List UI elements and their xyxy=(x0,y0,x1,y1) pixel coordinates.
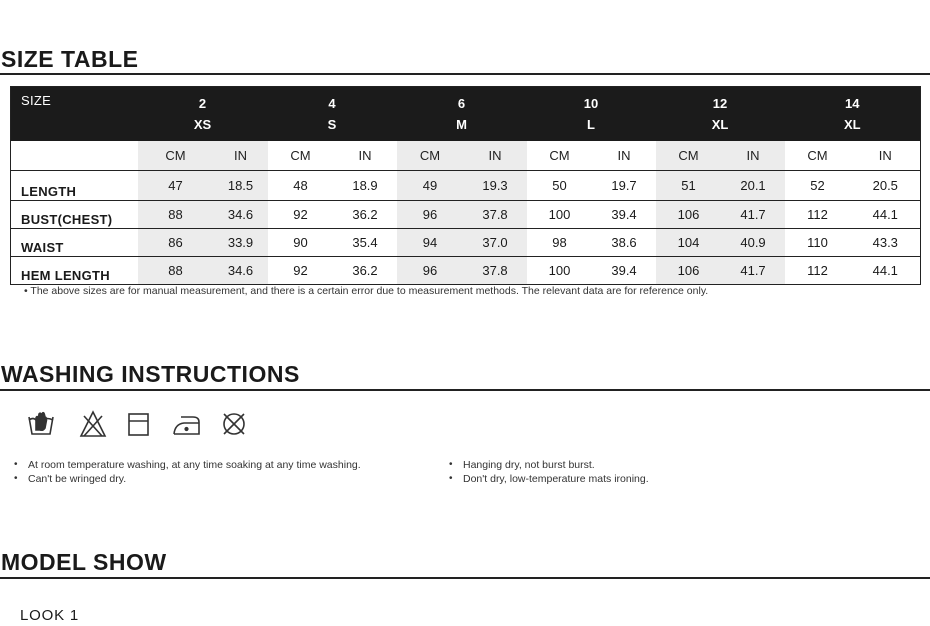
section-divider xyxy=(0,73,930,75)
table-cell: 18.9 xyxy=(334,171,397,201)
table-cell: 100 xyxy=(527,257,593,285)
table-cell: 92 xyxy=(268,257,334,285)
table-cell: 41.7 xyxy=(722,201,785,229)
list-item: • Hanging dry, not burst burst. xyxy=(447,458,649,472)
table-cell: 110 xyxy=(785,229,851,257)
table-cell: 106 xyxy=(656,257,722,285)
table-row xyxy=(11,201,921,229)
size-table-title: SIZE TABLE xyxy=(1,46,139,72)
washing-list-right xyxy=(447,458,649,486)
table-cell: 112 xyxy=(785,257,851,285)
unit-cm: CM xyxy=(785,141,851,171)
table-cell: 19.7 xyxy=(593,171,656,201)
unit-cm: CM xyxy=(527,141,593,171)
row-label: HEM LENGTH xyxy=(11,257,138,285)
unit-cm: CM xyxy=(656,141,722,171)
size-col-header: 14 XL xyxy=(785,87,921,142)
table-cell: 88 xyxy=(138,201,214,229)
size-col-header: 12 XL xyxy=(656,87,785,142)
table-cell: 96 xyxy=(397,257,464,285)
row-label: BUST(CHEST) xyxy=(11,201,138,229)
table-cell: 48 xyxy=(268,171,334,201)
washing-list-left xyxy=(12,458,361,486)
table-cell: 35.4 xyxy=(334,229,397,257)
unit-in: IN xyxy=(593,141,656,171)
table-cell: 51 xyxy=(656,171,722,201)
hang-dry-icon xyxy=(124,408,154,440)
table-row xyxy=(11,257,921,285)
table-cell: 18.5 xyxy=(214,171,268,201)
table-cell: 90 xyxy=(268,229,334,257)
table-cell: 41.7 xyxy=(722,257,785,285)
table-cell: 112 xyxy=(785,201,851,229)
table-cell: 44.1 xyxy=(851,257,921,285)
row-label: WAIST xyxy=(11,229,138,257)
table-cell: 47 xyxy=(138,171,214,201)
table-cell: 100 xyxy=(527,201,593,229)
table-cell: 19.3 xyxy=(464,171,527,201)
unit-in: IN xyxy=(851,141,921,171)
unit-cm: CM xyxy=(397,141,464,171)
table-cell: 39.4 xyxy=(593,257,656,285)
hand-wash-icon xyxy=(26,408,56,440)
table-cell: 37.8 xyxy=(464,201,527,229)
section-divider xyxy=(0,577,930,579)
look-label: LOOK 1 xyxy=(20,607,79,624)
table-cell: 34.6 xyxy=(214,201,268,229)
measurement-note: • The above sizes are for manual measurement, and there is a certain error due to measurement methods. The relevant data are for reference only. xyxy=(24,285,709,297)
low-iron-icon xyxy=(172,408,202,440)
size-col-header: 6 M xyxy=(397,87,527,142)
unit-in: IN xyxy=(464,141,527,171)
table-cell: 39.4 xyxy=(593,201,656,229)
do-not-tumble-dry-icon xyxy=(219,408,249,440)
table-cell: 43.3 xyxy=(851,229,921,257)
model-show-title: MODEL SHOW xyxy=(1,549,167,575)
list-item: • Don't dry, low-temperature mats ironing. xyxy=(447,472,649,486)
section-divider xyxy=(0,389,930,391)
size-col-header: 4 S xyxy=(268,87,397,142)
washing-title: WASHING INSTRUCTIONS xyxy=(1,361,300,387)
table-cell: 34.6 xyxy=(214,257,268,285)
table-cell: 92 xyxy=(268,201,334,229)
list-item: • At room temperature washing, at any time soaking at any time washing. xyxy=(12,458,361,472)
list-item: • Can't be wringed dry. xyxy=(12,472,361,486)
table-cell: 96 xyxy=(397,201,464,229)
size-header-label: SIZE xyxy=(11,87,138,142)
table-cell: 36.2 xyxy=(334,257,397,285)
unit-cm: CM xyxy=(268,141,334,171)
table-cell: 98 xyxy=(527,229,593,257)
size-col-header: 10 L xyxy=(527,87,656,142)
unit-cm: CM xyxy=(138,141,214,171)
table-cell: 50 xyxy=(527,171,593,201)
table-cell: 104 xyxy=(656,229,722,257)
table-cell: 36.2 xyxy=(334,201,397,229)
table-cell: 88 xyxy=(138,257,214,285)
row-label: LENGTH xyxy=(11,171,138,201)
table-cell: 86 xyxy=(138,229,214,257)
table-cell: 106 xyxy=(656,201,722,229)
size-col-header: 2 XS xyxy=(138,87,268,142)
table-row xyxy=(11,229,921,257)
table-cell: 37.0 xyxy=(464,229,527,257)
unit-in: IN xyxy=(334,141,397,171)
table-cell: 49 xyxy=(397,171,464,201)
table-cell: 40.9 xyxy=(722,229,785,257)
do-not-bleach-icon xyxy=(78,408,108,440)
table-cell: 94 xyxy=(397,229,464,257)
table-cell: 20.5 xyxy=(851,171,921,201)
table-cell: 52 xyxy=(785,171,851,201)
table-cell: 38.6 xyxy=(593,229,656,257)
table-cell: 44.1 xyxy=(851,201,921,229)
size-header-row xyxy=(11,87,921,142)
table-row xyxy=(11,171,921,201)
size-table xyxy=(10,86,921,285)
unit-in: IN xyxy=(214,141,268,171)
units-row xyxy=(11,141,921,171)
table-cell: 20.1 xyxy=(722,171,785,201)
unit-in: IN xyxy=(722,141,785,171)
table-cell: 33.9 xyxy=(214,229,268,257)
table-cell: 37.8 xyxy=(464,257,527,285)
